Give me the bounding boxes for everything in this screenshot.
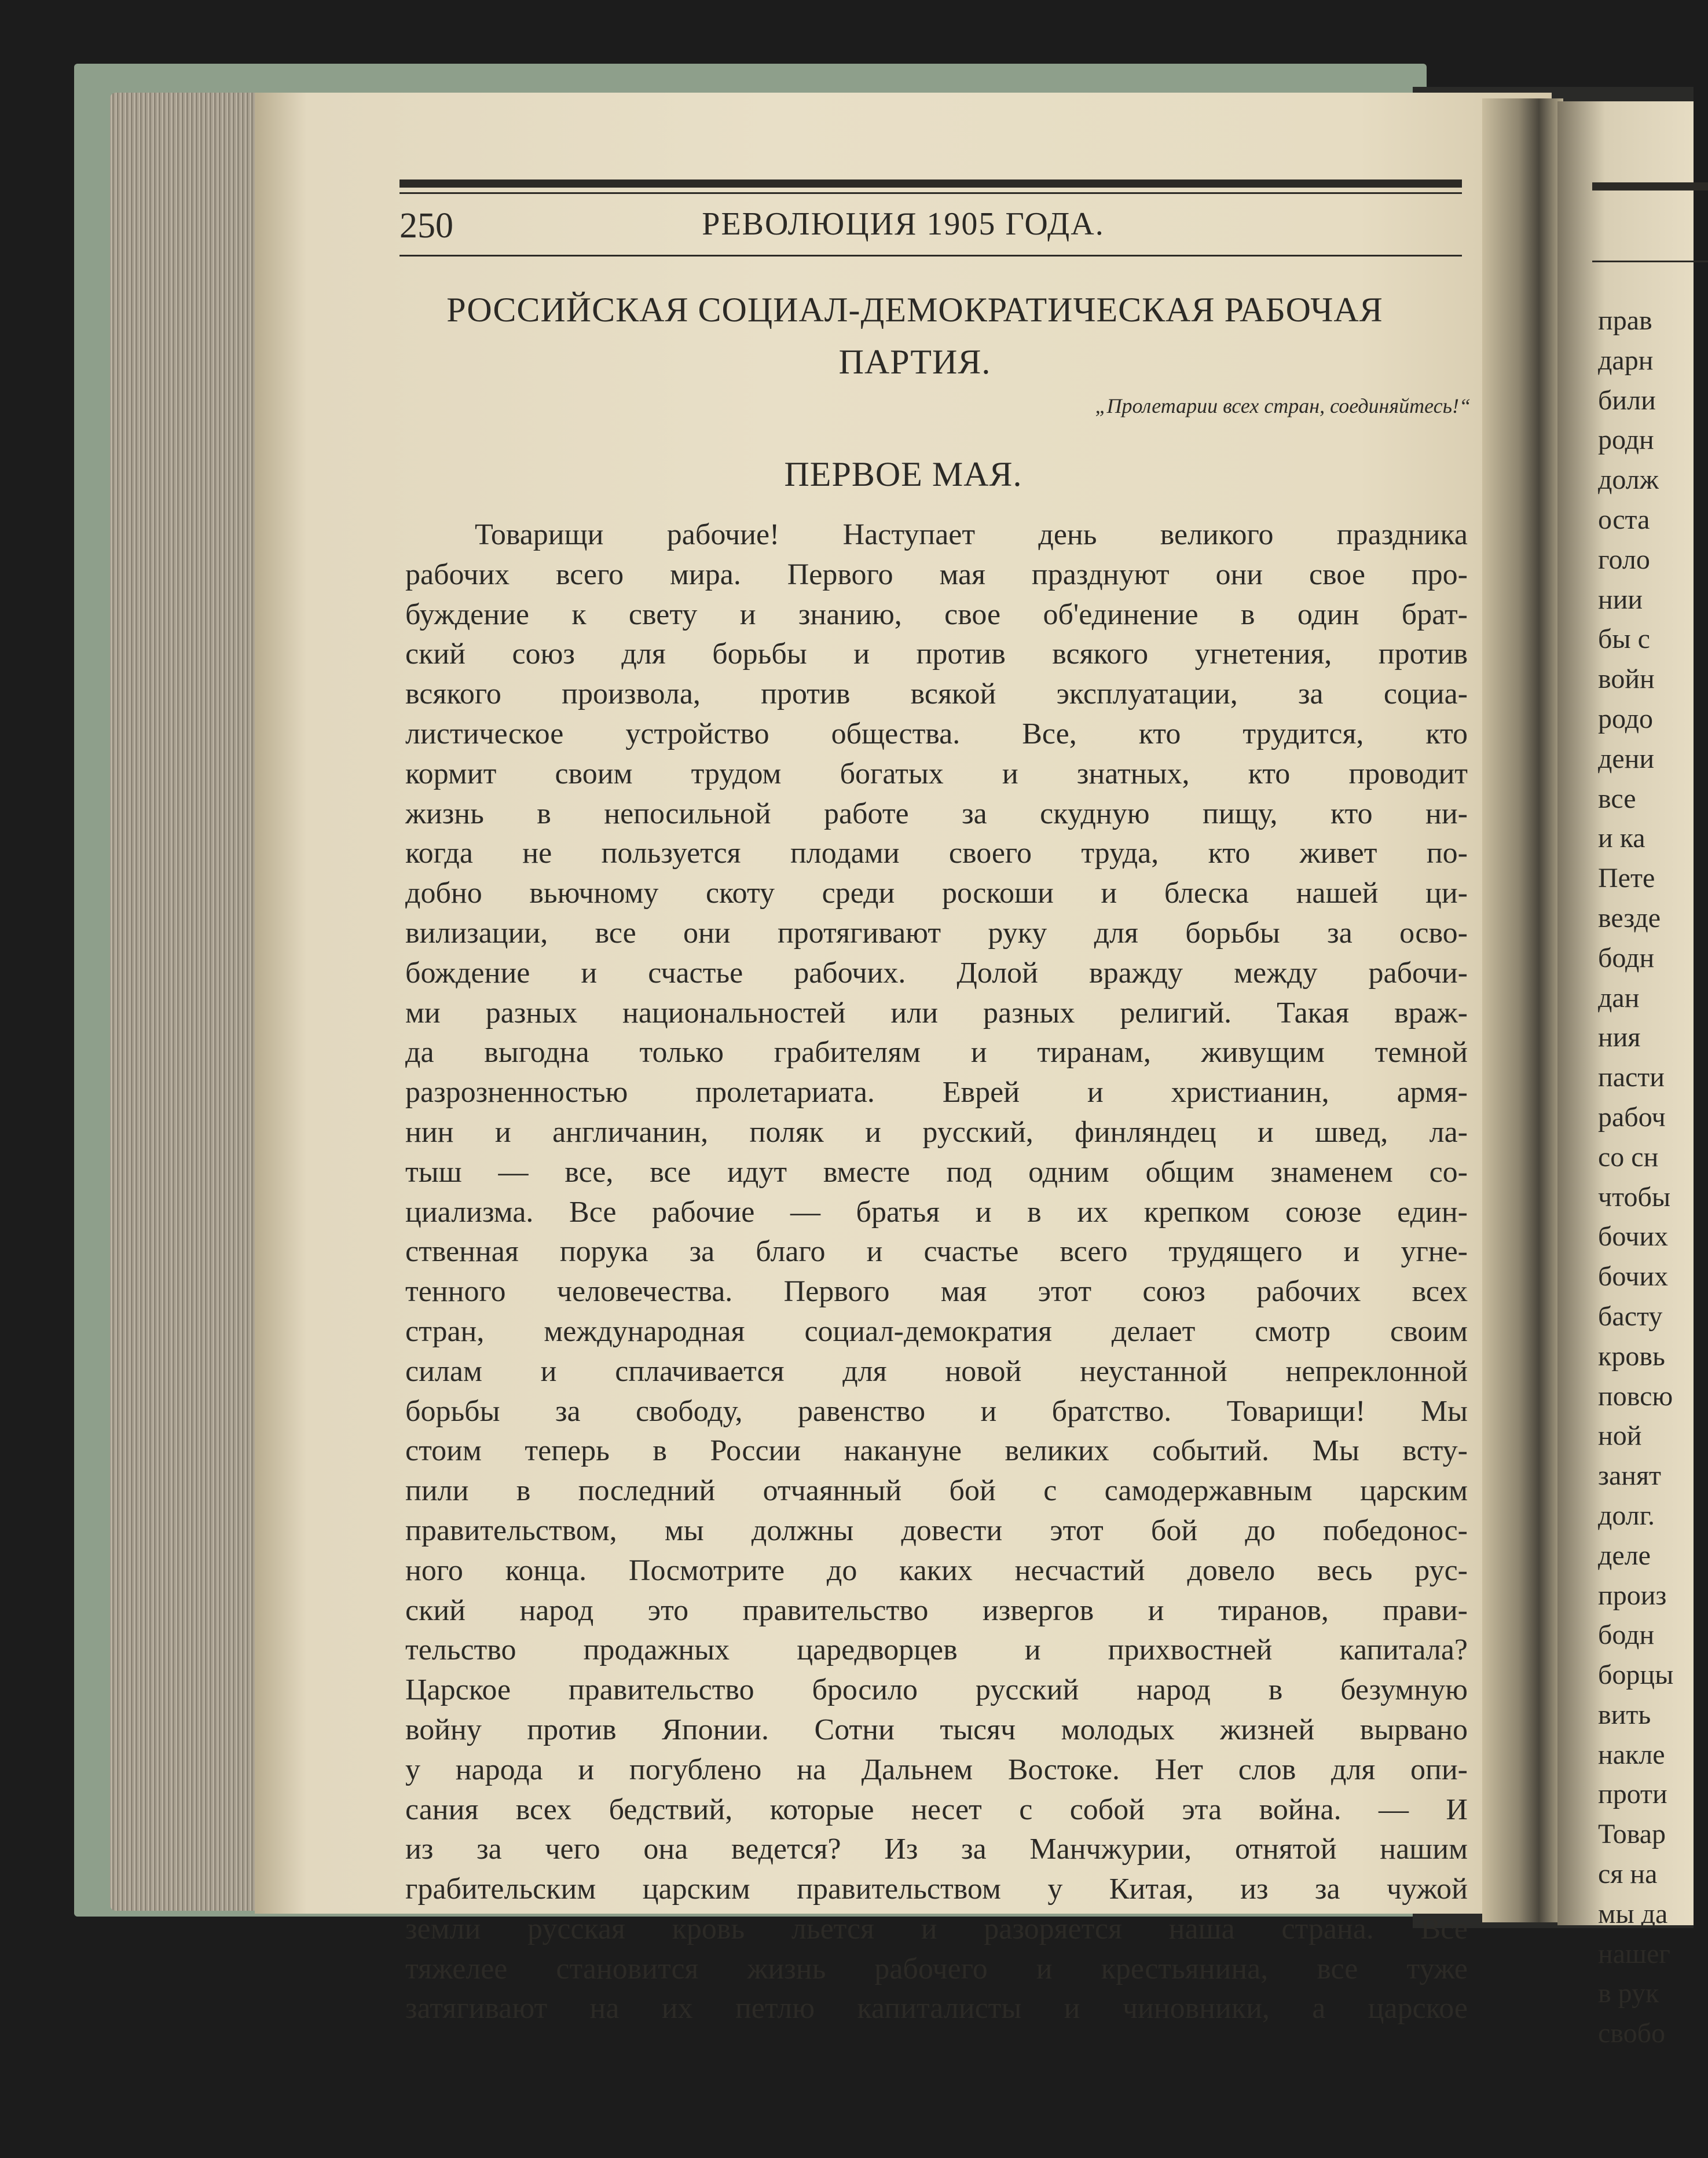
text-line: войну против Японии. Сотни тысяч молодых жизней вырвано	[405, 1713, 1468, 1746]
right-page-line: Товар	[1598, 1819, 1666, 1850]
text-line: тыш — все, все идут вместе под одним общим знаменем со-	[405, 1155, 1468, 1189]
text-line: стоим теперь в России накануне великих событий. Мы всту-	[405, 1434, 1468, 1468]
right-page-line: дарн	[1598, 345, 1654, 376]
right-page-line: бодн	[1598, 942, 1655, 973]
right-page-line: все	[1598, 783, 1636, 814]
text-line: ский союз для борьбы и против всякого угнетения, против	[405, 637, 1468, 671]
text-line: да выгодна только грабителям и тиранам, живущим темной	[405, 1036, 1468, 1069]
right-page-line: долг.	[1598, 1500, 1655, 1531]
text-line: листическое устройство общества. Все, кто трудится, кто	[405, 717, 1468, 750]
right-page-line: оста	[1598, 504, 1650, 535]
text-line: циализма. Все рабочие — братья и в их крепком союзе един-	[405, 1195, 1468, 1229]
text-line: Царское правительство бросило русский народ в безумную	[405, 1673, 1468, 1707]
right-page-line: дени	[1598, 743, 1655, 774]
right-page-line: повсю	[1598, 1380, 1673, 1412]
right-page-line: ния	[1598, 1022, 1641, 1053]
right-page-line: накле	[1598, 1739, 1665, 1770]
right-page-line: пасти	[1598, 1062, 1665, 1093]
right-page-line: Пете	[1598, 863, 1655, 894]
motto: „Пролетарии всех стран, соединяйтесь!“	[1095, 394, 1471, 417]
right-header-rule-bottom	[1592, 261, 1708, 262]
right-page-text	[1598, 301, 1673, 2054]
text-line: добно вьючному скоту среди роскоши и блеска нашей ци-	[405, 877, 1468, 910]
header-rule-thick	[399, 179, 1462, 188]
right-page-line: нашег	[1598, 1938, 1670, 1969]
right-page-line: долж	[1598, 464, 1659, 496]
right-page-line: бочих	[1598, 1221, 1669, 1252]
right-header-rule	[1592, 182, 1708, 190]
text-line: у народа и погублено на Дальнем Востоке. Нет слов для опи-	[405, 1753, 1468, 1786]
text-line: вилизации, все они протягивают руку для борьбы за осво-	[405, 916, 1468, 950]
right-page-line: вить	[1598, 1699, 1651, 1730]
right-page-line: нии	[1598, 584, 1643, 615]
right-page-line: прав	[1598, 305, 1652, 336]
text-line: нин и англичанин, поляк и русский, финляндец и швед, ла-	[405, 1115, 1468, 1149]
party-title-line1: РОССИЙСКАЯ СОЦИАЛ-ДЕМОКРАТИЧЕСКАЯ РАБОЧАЯ	[446, 291, 1383, 329]
right-page-line: и ка	[1598, 823, 1645, 854]
right-page-line: проти	[1598, 1779, 1667, 1810]
text-line: тельство продажных царедворцев и прихвостней капитала?	[405, 1633, 1468, 1667]
text-line: кормит своим трудом богатых и знатных, кто проводит	[405, 757, 1468, 790]
right-page-line: бодн	[1598, 1620, 1655, 1651]
text-line: рабочих всего мира. Первого мая празднуют они свое про-	[405, 558, 1468, 591]
text-line: тенного человечества. Первого мая этот союз рабочих всех	[405, 1275, 1468, 1309]
right-page-line: борцы	[1598, 1659, 1674, 1691]
right-page-line: бочих	[1598, 1261, 1669, 1292]
section-title: ПЕРВОЕ МАЯ.	[784, 455, 1022, 493]
text-line: Товарищи рабочие! Наступает день великого праздника	[475, 518, 1468, 551]
text-line: когда не пользуется плодами своего труда, кто живет по-	[405, 837, 1468, 870]
page-gutter	[1482, 98, 1563, 1922]
right-page-line: ся на	[1598, 1859, 1658, 1890]
party-title	[371, 284, 1459, 388]
text-line: борьбы за свободу, равенство и братство. Товарищи! Мы	[405, 1394, 1468, 1428]
right-page-line: в рук	[1598, 1978, 1659, 2009]
text-line: разрозненностью пролетариата. Еврей и христианин, армя-	[405, 1076, 1468, 1109]
right-page-line: мы да	[1598, 1898, 1668, 1929]
right-page	[1557, 101, 1694, 2049]
right-page-line: произ	[1598, 1580, 1667, 1611]
right-page-line: родо	[1598, 703, 1654, 734]
right-page-line: чтобы	[1598, 1181, 1671, 1212]
text-line: жизнь в непосильной работе за скудную пищу, кто ни-	[405, 797, 1468, 830]
page-number: 250	[399, 206, 453, 246]
right-page-line: дан	[1598, 982, 1640, 1013]
text-line: ного конца. Посмотрите до каких несчастий довело весь рус-	[405, 1554, 1468, 1587]
right-page-line: ной	[1598, 1420, 1642, 1452]
header-rule-thin	[399, 192, 1462, 194]
text-line: затягивают на их петлю капиталисты и чиновники, а царское	[405, 1992, 1468, 2025]
right-page-line: свобо	[1598, 2018, 1666, 2049]
text-line: земли русская кровь льется и разоряется наша страна. Все	[405, 1912, 1468, 1946]
text-line: силам и сплачивается для новой неустанной непреклонной	[405, 1354, 1468, 1388]
text-line: сания всех бедствий, которые несет с собой эта война. — И	[405, 1793, 1468, 1826]
text-line: из за чего она ведется? Из за Манчжурии, отнятой нашим	[405, 1833, 1468, 1866]
running-title: РЕВОЛЮЦИЯ 1905 ГОДА.	[702, 206, 1105, 242]
text-line: всякого произвола, против всякой эксплуатации, за социа-	[405, 677, 1468, 711]
right-page-line: бы с	[1598, 624, 1650, 655]
text-line: ми разных национальностей или разных религий. Такая враж-	[405, 996, 1468, 1029]
text-line: ский народ это правительство извергов и тиранов, прави-	[405, 1593, 1468, 1627]
right-page-line: везде	[1598, 902, 1661, 933]
right-page-line: кровь	[1598, 1340, 1665, 1372]
text-line: стран, международная социал-демократия делает смотр своим	[405, 1314, 1468, 1348]
party-title-line2: ПАРТИЯ.	[838, 343, 991, 381]
text-line: бождение и счастье рабочих. Долой вражду между рабочи-	[405, 956, 1468, 990]
right-page-line: голо	[1598, 544, 1650, 575]
text-line: правительством, мы должны довести этот бой до победонос-	[405, 1514, 1468, 1547]
right-page-line: со сн	[1598, 1141, 1659, 1173]
text-line: ственная порука за благо и счастье всего трудящего и угне-	[405, 1235, 1468, 1269]
right-page-line: били	[1598, 384, 1656, 416]
right-page-line: войн	[1598, 664, 1655, 695]
left-page	[255, 93, 1552, 2025]
body-text	[405, 515, 1468, 2029]
text-line: пили в последний отчаянный бой с самодержавным царским	[405, 1474, 1468, 1508]
right-page-line: деле	[1598, 1540, 1651, 1571]
text-line: буждение к свету и знанию, свое об'единение в один брат-	[405, 598, 1468, 631]
right-page-line: рабоч	[1598, 1101, 1666, 1133]
right-page-line: басту	[1598, 1300, 1663, 1332]
text-line: тяжелее становится жизнь рабочего и крестьянина, все туже	[405, 1952, 1468, 1985]
right-page-line: родн	[1598, 424, 1654, 456]
header-rule-bottom	[399, 255, 1462, 257]
text-line: грабительским царским правительством у Китая, из за чужой	[405, 1873, 1468, 1906]
right-page-line: занят	[1598, 1460, 1662, 1492]
